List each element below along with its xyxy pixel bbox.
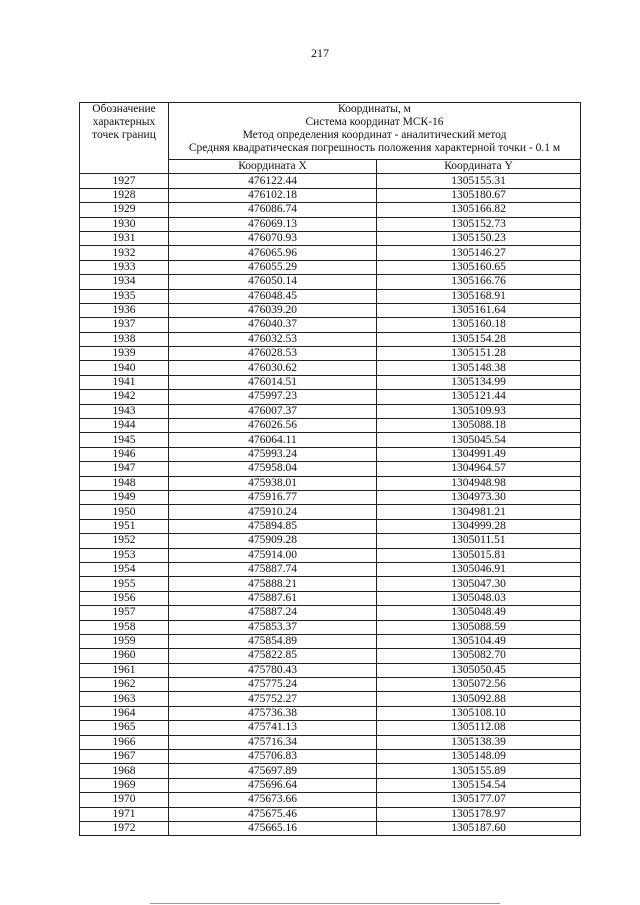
coordinate-x-cell: 476040.37 [169,318,377,332]
coordinate-y-cell: 1305050.45 [377,663,581,677]
point-id-cell: 1968 [80,764,169,778]
table-row [80,778,581,792]
coordinate-y-cell: 1305151.28 [377,347,581,361]
coordinate-x-cell: 476007.37 [169,404,377,418]
coordinate-y-cell: 1305088.59 [377,620,581,634]
coordinate-x-cell: 475910.24 [169,505,377,519]
coordinate-x-cell: 475673.66 [169,793,377,807]
point-id-cell: 1931 [80,231,169,245]
coordinate-y-cell: 1304999.28 [377,519,581,533]
coordinate-x-cell: 476065.96 [169,246,377,260]
coordinate-method: Метод определения координат - аналитический метод [242,129,507,141]
point-id-cell: 1938 [80,332,169,346]
coordinates-header [169,103,581,160]
coordinate-x-cell: 475958.04 [169,462,377,476]
table-row [80,490,581,504]
table-row [80,275,581,289]
coordinate-x-cell: 475741.13 [169,721,377,735]
coordinate-y-cell: 1304964.57 [377,462,581,476]
point-id-cell: 1942 [80,390,169,404]
table-row [80,764,581,778]
coordinate-y-cell: 1305082.70 [377,649,581,663]
point-id-cell: 1971 [80,807,169,821]
point-id-cell: 1952 [80,534,169,548]
coordinate-x-cell: 475752.27 [169,692,377,706]
table-row [80,591,581,605]
point-id-cell: 1944 [80,419,169,433]
table-row [80,289,581,303]
coordinate-x-cell: 475887.74 [169,562,377,576]
coordinate-y-cell: 1305150.23 [377,231,581,245]
coordinate-x-cell: 475914.00 [169,548,377,562]
coordinate-y-cell: 1304973.30 [377,490,581,504]
coordinate-y-cell: 1305160.18 [377,318,581,332]
table-row [80,231,581,245]
point-id-cell: 1945 [80,433,169,447]
coordinate-x-cell: 476030.62 [169,361,377,375]
table-row [80,634,581,648]
coordinate-y-cell: 1305121.44 [377,390,581,404]
point-id-cell: 1947 [80,462,169,476]
table-row [80,721,581,735]
coordinate-x-cell: 475696.64 [169,778,377,792]
table-row [80,692,581,706]
coordinate-x-cell: 476026.56 [169,419,377,433]
coordinate-y-cell: 1305161.64 [377,303,581,317]
point-id-cell: 1929 [80,203,169,217]
coordinate-y-cell: 1305187.60 [377,821,581,835]
point-id-cell: 1962 [80,678,169,692]
table-row [80,447,581,461]
point-id-cell: 1953 [80,548,169,562]
table-row [80,318,581,332]
coordinate-y-cell: 1305088.18 [377,419,581,433]
table-row [80,678,581,692]
coordinate-x-cell: 475736.38 [169,706,377,720]
point-label-header-line: точек границ [92,129,156,141]
table-row [80,246,581,260]
table-row [80,203,581,217]
coordinate-x-cell: 476028.53 [169,347,377,361]
point-label-header [80,103,169,174]
coordinate-x-cell: 475909.28 [169,534,377,548]
coordinate-y-cell: 1305148.38 [377,361,581,375]
point-id-cell: 1928 [80,188,169,202]
coordinate-y-cell: 1304948.98 [377,476,581,490]
coordinate-x-cell: 475853.37 [169,620,377,634]
point-label-header-line: Обозначение [92,103,156,115]
table-row [80,375,581,389]
column-header-x: Координата X [169,160,377,174]
coordinates-title: Координаты, м [338,103,411,115]
coordinate-y-cell: 1304991.49 [377,447,581,461]
point-id-cell: 1958 [80,620,169,634]
coordinate-x-cell: 475888.21 [169,577,377,591]
table-row [80,649,581,663]
point-id-cell: 1969 [80,778,169,792]
point-id-cell: 1943 [80,404,169,418]
coordinate-x-cell: 475916.77 [169,490,377,504]
table-row [80,706,581,720]
coordinate-x-cell: 476055.29 [169,260,377,274]
point-id-cell: 1956 [80,591,169,605]
point-id-cell: 1934 [80,275,169,289]
coordinate-y-cell: 1305180.67 [377,188,581,202]
coordinates-table [79,102,581,836]
table-row [80,390,581,404]
coordinate-y-cell: 1305154.54 [377,778,581,792]
table-row [80,462,581,476]
coordinate-x-cell: 476039.20 [169,303,377,317]
table-row [80,505,581,519]
coordinate-x-cell: 476050.14 [169,275,377,289]
table-header-row [80,103,581,160]
coordinate-y-cell: 1305104.49 [377,634,581,648]
coordinate-x-cell: 475822.85 [169,649,377,663]
coordinate-y-cell: 1305168.91 [377,289,581,303]
coordinate-y-cell: 1305011.51 [377,534,581,548]
point-id-cell: 1951 [80,519,169,533]
coordinate-x-cell: 475887.24 [169,606,377,620]
coordinate-x-cell: 475887.61 [169,591,377,605]
table-row [80,793,581,807]
coordinate-x-cell: 476048.45 [169,289,377,303]
point-id-cell: 1967 [80,750,169,764]
table-row [80,361,581,375]
coordinate-y-cell: 1305152.73 [377,217,581,231]
coordinate-x-cell: 476070.93 [169,231,377,245]
point-id-cell: 1966 [80,735,169,749]
table-row [80,174,581,188]
point-id-cell: 1964 [80,706,169,720]
table-row [80,606,581,620]
coordinate-x-cell: 475706.83 [169,750,377,764]
point-id-cell: 1965 [80,721,169,735]
coordinate-y-cell: 1305155.31 [377,174,581,188]
coordinate-x-cell: 475997.23 [169,390,377,404]
point-label-header-line: характерных [92,116,156,128]
coordinate-x-cell: 476069.13 [169,217,377,231]
point-id-cell: 1930 [80,217,169,231]
point-id-cell: 1946 [80,447,169,461]
coordinate-x-cell: 475675.46 [169,807,377,821]
coordinate-y-cell: 1305045.54 [377,433,581,447]
point-id-cell: 1939 [80,347,169,361]
point-id-cell: 1970 [80,793,169,807]
table-row [80,620,581,634]
coordinate-x-cell: 475993.24 [169,447,377,461]
table-row [80,419,581,433]
point-id-cell: 1936 [80,303,169,317]
point-id-cell: 1940 [80,361,169,375]
coordinate-x-cell: 476086.74 [169,203,377,217]
coordinate-y-cell: 1305177.07 [377,793,581,807]
coordinate-x-cell: 476014.51 [169,375,377,389]
coordinate-y-cell: 1305160.65 [377,260,581,274]
page-number: 217 [311,46,329,60]
column-header-y: Координата Y [377,160,581,174]
coordinate-y-cell: 1305048.03 [377,591,581,605]
table-row [80,534,581,548]
coordinate-x-cell: 476122.44 [169,174,377,188]
coordinate-y-cell: 1305155.89 [377,764,581,778]
table-row [80,332,581,346]
point-id-cell: 1950 [80,505,169,519]
table-row [80,821,581,835]
table-row [80,433,581,447]
table-row [80,347,581,361]
point-id-cell: 1927 [80,174,169,188]
coordinate-y-cell: 1305178.97 [377,807,581,821]
coordinate-x-cell: 476064.11 [169,433,377,447]
coordinates-table-body [80,103,581,836]
coordinate-y-cell: 1305154.28 [377,332,581,346]
coordinate-x-cell: 476032.53 [169,332,377,346]
point-id-cell: 1957 [80,606,169,620]
point-id-cell: 1933 [80,260,169,274]
point-id-cell: 1959 [80,634,169,648]
table-row [80,663,581,677]
point-id-cell: 1941 [80,375,169,389]
coordinate-y-cell: 1305108.10 [377,706,581,720]
coordinate-y-cell: 1305112.08 [377,721,581,735]
point-id-cell: 1960 [80,649,169,663]
point-id-cell: 1972 [80,821,169,835]
coordinate-y-cell: 1305072.56 [377,678,581,692]
bottom-rule [150,903,500,904]
coordinate-x-cell: 475854.89 [169,634,377,648]
coordinate-y-cell: 1305146.27 [377,246,581,260]
point-id-cell: 1932 [80,246,169,260]
table-row [80,217,581,231]
point-id-cell: 1935 [80,289,169,303]
coordinate-x-cell: 475938.01 [169,476,377,490]
point-id-cell: 1949 [80,490,169,504]
coordinate-y-cell: 1304981.21 [377,505,581,519]
coordinate-x-cell: 475716.34 [169,735,377,749]
table-row [80,577,581,591]
coordinate-y-cell: 1305015.81 [377,548,581,562]
table-row [80,188,581,202]
coordinate-x-cell: 475780.43 [169,663,377,677]
table-row [80,735,581,749]
coordinate-x-cell: 475665.16 [169,821,377,835]
coordinate-y-cell: 1305166.76 [377,275,581,289]
point-id-cell: 1937 [80,318,169,332]
coordinate-x-cell: 475697.89 [169,764,377,778]
point-id-cell: 1961 [80,663,169,677]
coordinate-y-cell: 1305092.88 [377,692,581,706]
table-row [80,260,581,274]
table-row [80,303,581,317]
table-row [80,562,581,576]
point-id-cell: 1948 [80,476,169,490]
coordinate-x-cell: 475894.85 [169,519,377,533]
coordinate-accuracy: Средняя квадратическая погрешность положения характерной точки - 0.1 м [188,142,561,154]
table-row [80,476,581,490]
coordinate-y-cell: 1305047.30 [377,577,581,591]
coordinate-x-cell: 476102.18 [169,188,377,202]
coordinate-y-cell: 1305148.09 [377,750,581,764]
point-id-cell: 1963 [80,692,169,706]
coordinate-x-cell: 475775.24 [169,678,377,692]
coordinate-system: Система координат МСК-16 [305,116,444,128]
coordinate-y-cell: 1305134.99 [377,375,581,389]
coordinate-y-cell: 1305109.93 [377,404,581,418]
point-id-cell: 1955 [80,577,169,591]
coordinate-y-cell: 1305048.49 [377,606,581,620]
table-row [80,404,581,418]
table-row [80,807,581,821]
table-row [80,548,581,562]
table-row [80,750,581,764]
table-row [80,519,581,533]
coordinate-y-cell: 1305166.82 [377,203,581,217]
coordinate-y-cell: 1305138.39 [377,735,581,749]
point-id-cell: 1954 [80,562,169,576]
coordinate-y-cell: 1305046.91 [377,562,581,576]
